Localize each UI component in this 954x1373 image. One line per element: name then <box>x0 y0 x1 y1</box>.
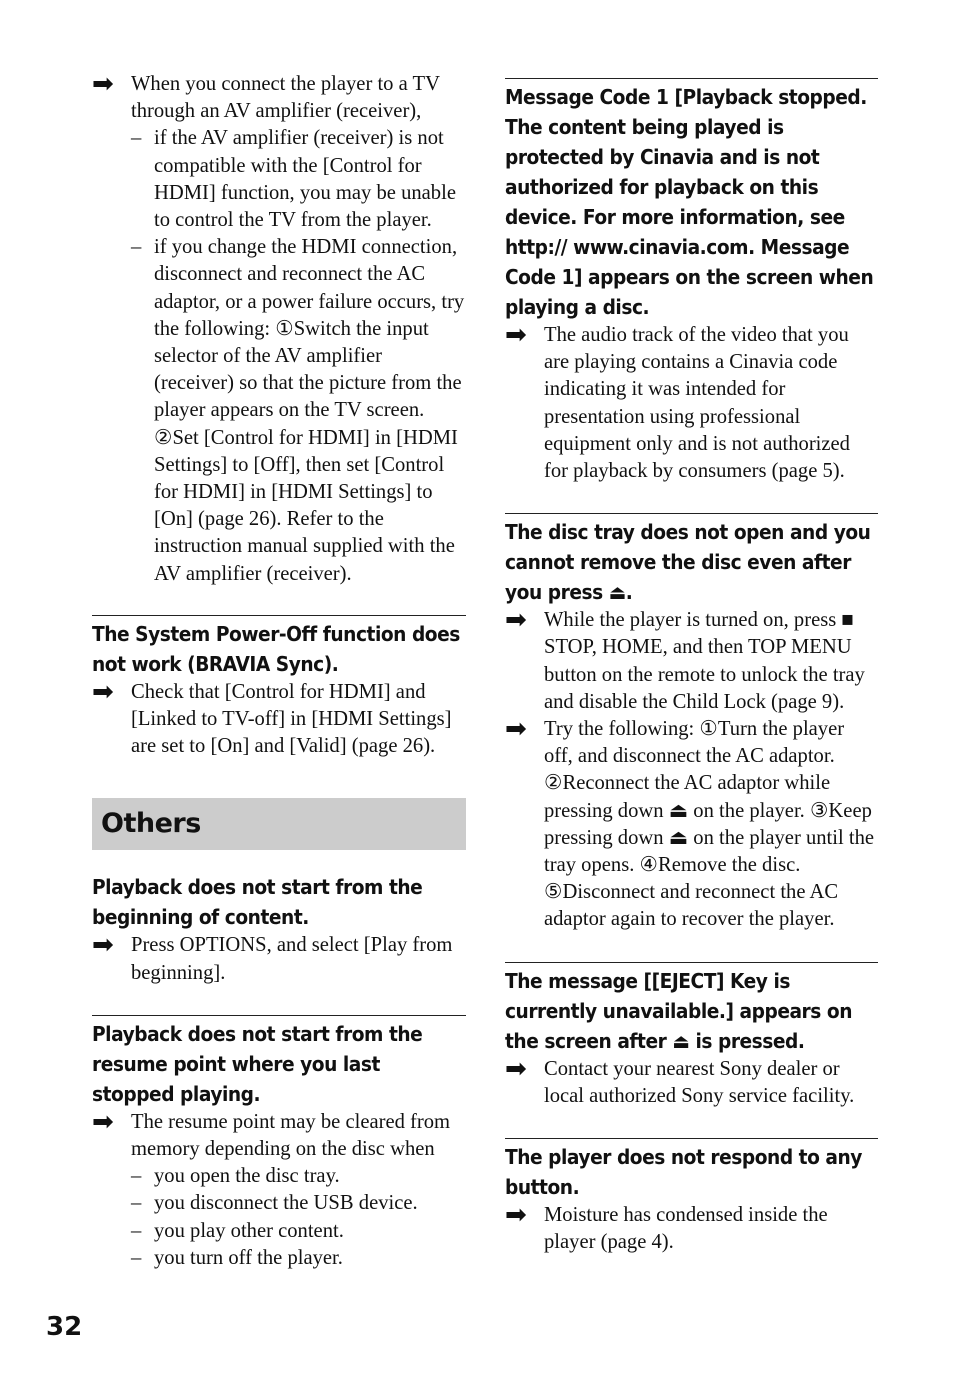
dash-text: if you change the HDMI connection, disconnect and reconnect the AC adaptor, or a power failure occurs, try the following: ①Switch the input selector of the AV amplifier (receiver) so that the picture from the player appears on the TV screen. ②Set [Control for HDMI] in [HDMI Settings] to [Off], then set [Control for HDMI] in [HDMI Settings] to [On] (page 26). Refer to the instruction manual supplied with the AV amplifier (receiver). <box>154 236 465 585</box>
list-item <box>505 322 878 485</box>
dash-text: you turn off the player. <box>154 1246 343 1269</box>
dash-text: if the AV amplifier (receiver) is not compatible with the [Control for HDMI] function, you may be unable to control the TV from the player. <box>154 127 456 232</box>
item-text: The audio track of the video that you are playing contains a Cinavia code indicating it was intended for presentation using professional equipment only and is not authorized for playback by consumers (page 5). <box>544 324 850 483</box>
list-item <box>505 607 878 716</box>
section-divider <box>505 513 878 514</box>
item-text: Press OPTIONS, and select [Play from beginning]. <box>131 934 453 984</box>
arrow-icon: ➡ <box>92 930 114 961</box>
intro-block <box>92 71 466 588</box>
item-text: The resume point may be cleared from memory depending on the disc when <box>131 1110 451 1161</box>
dash-mark: – <box>131 1165 142 1188</box>
dash-text: you open the disc tray. <box>154 1165 340 1188</box>
arrow-icon: ➡ <box>92 69 114 99</box>
section-heading: The player does not respond to any button. <box>505 1145 862 1200</box>
left-column <box>92 0 466 1272</box>
arrow-icon: ➡ <box>505 714 527 745</box>
item-text: When you connect the player to a TV through an AV amplifier (receiver), <box>131 73 440 123</box>
section-divider <box>505 962 878 963</box>
list-item <box>92 676 466 761</box>
dash-item <box>92 234 466 588</box>
list-item <box>92 71 466 125</box>
section-heading: Message Code 1 [Playback stopped. The content being played is protected by Cinavia and is not authorized for playback on this device. For more information, see http:// www.cinavia.com. Message Code 1] appears on the screen when playing a disc. <box>505 85 874 319</box>
arrow-icon: ➡ <box>92 1106 114 1137</box>
arrow-icon: ➡ <box>505 320 527 350</box>
page-number: 32 <box>46 1312 83 1342</box>
section-heading: The message [[EJECT] Key is currently unavailable.] appears on the screen after ⏏ is pressed. <box>505 968 852 1053</box>
section-heading: The System Power-Off function does not work (BRAVIA Sync). <box>92 621 460 676</box>
dash-mark: – <box>131 1246 142 1269</box>
section-heading: Playback does not start from the resume point where you last stopped playing. <box>92 1021 423 1106</box>
right-column <box>505 0 878 1256</box>
item-text: Contact your nearest Sony dealer or local authorized Sony service facility. <box>544 1057 855 1107</box>
dash-mark: – <box>131 236 142 259</box>
item-text: Try the following: ①Turn the player off, and disconnect the AC adaptor. ②Reconnect the AC adaptor while pressing down ⏏ on the player. ③Keep pressing down ⏏ on the player until the tray opens. ④Remove the disc. ⑤Disconnect and reconnect the AC adaptor again to recover the player. <box>544 718 875 931</box>
dash-mark: – <box>131 127 142 150</box>
item-text: Moisture has condensed inside the player (page 4). <box>544 1204 828 1254</box>
section-divider <box>92 1015 466 1016</box>
dash-item <box>92 1163 466 1190</box>
dash-mark: – <box>131 1219 142 1242</box>
resume-block <box>92 1106 466 1272</box>
dash-item <box>92 1245 466 1272</box>
section-title: Others <box>101 808 201 840</box>
item-text: Check that [Control for HDMI] and [Linked to TV-off] in [HDMI Settings] are set to [On] and [Valid] (page 26). <box>131 680 452 758</box>
arrow-icon: ➡ <box>505 605 527 636</box>
dash-mark: – <box>131 1192 142 1215</box>
section-divider <box>92 615 466 616</box>
arrow-icon: ➡ <box>505 1200 527 1231</box>
dash-text: you play other content. <box>154 1219 344 1242</box>
dash-text: you disconnect the USB device. <box>154 1192 418 1215</box>
list-item <box>505 1202 878 1256</box>
section-heading: Playback does not start from the beginning of content. <box>92 875 423 930</box>
list-item <box>92 1106 466 1163</box>
arrow-icon: ➡ <box>92 676 114 707</box>
arrow-icon: ➡ <box>505 1053 527 1084</box>
section-divider <box>505 1138 878 1139</box>
section-divider <box>505 78 878 79</box>
list-item <box>505 716 878 934</box>
dash-item <box>92 1218 466 1245</box>
item-text: While the player is turned on, press ■ STOP, HOME, and then TOP MENU button on the remote to unlock the tray and disable the Child Lock (page 9). <box>544 609 865 713</box>
disc-tray-block <box>505 607 878 933</box>
dash-item <box>92 1190 466 1217</box>
dash-item <box>92 125 466 234</box>
section-heading: The disc tray does not open and you cannot remove the disc even after you press ⏏. <box>505 520 871 605</box>
list-item <box>505 1053 878 1110</box>
section-title-band <box>92 798 466 850</box>
list-item <box>92 932 466 986</box>
